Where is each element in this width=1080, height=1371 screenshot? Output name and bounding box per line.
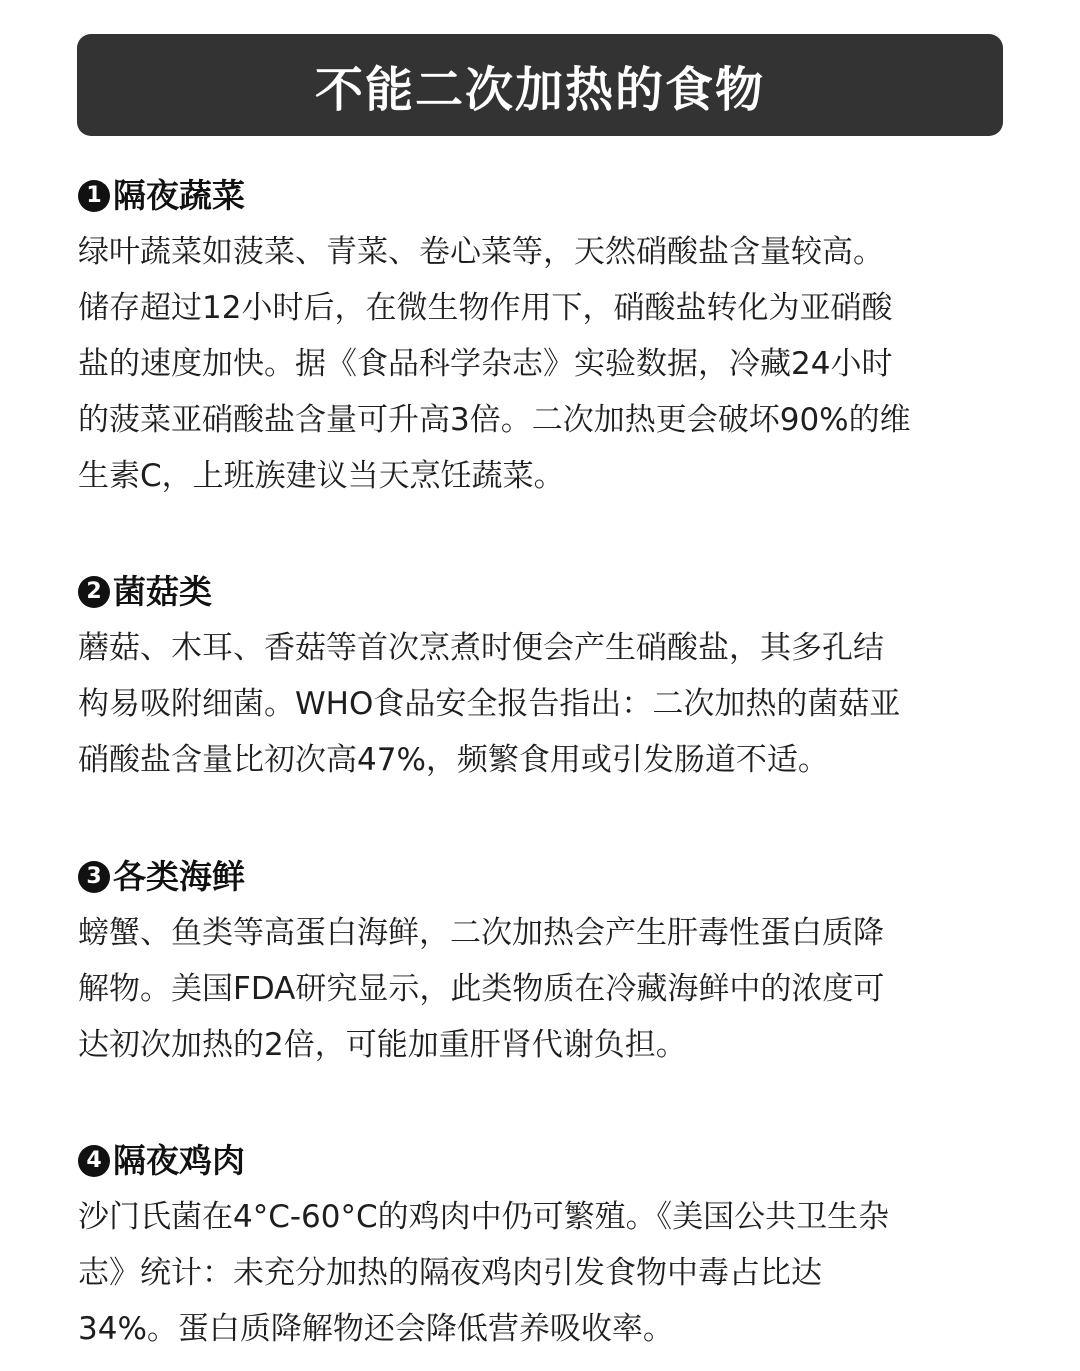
body-line: 志》统计：未充分加热的隔夜鸡肉引发食物中毒占比达: [78, 1255, 822, 1291]
section-heading: [78, 168, 1008, 224]
circled-number-icon: 3: [78, 861, 110, 893]
body-line: 蘑菇、木耳、香菇等首次烹煮时便会产生硝酸盐，其多孔结: [78, 630, 884, 666]
heading-text: 隔夜鸡肉: [113, 1141, 245, 1180]
section-heading: [78, 564, 1008, 620]
title-banner: [77, 34, 1003, 136]
heading-text: 菌菇类: [113, 572, 212, 611]
body-line: 储存超过12小时后，在微生物作用下，硝酸盐转化为亚硝酸: [78, 290, 893, 326]
body-line: 的菠菜亚硝酸盐含量可升高3倍。二次加热更会破坏90%的维: [78, 402, 911, 438]
body-line: 解物。美国FDA研究显示，此类物质在冷藏海鲜中的浓度可: [78, 971, 885, 1007]
section-mushrooms: [78, 564, 1008, 788]
section-heading: [78, 1133, 1008, 1189]
circled-number-icon: 4: [78, 1145, 110, 1177]
section-overnight-vegetables: [78, 168, 1008, 504]
heading-text: 隔夜蔬菜: [113, 176, 245, 215]
page-title: 不能二次加热的食物: [314, 61, 765, 118]
body-line: 沙门氏菌在4°C-60°C的鸡肉中仍可繁殖。《美国公共卫生杂: [78, 1199, 890, 1235]
body-line: 34%。蛋白质降解物还会降低营养吸收率。: [78, 1311, 674, 1347]
section-overnight-chicken: [78, 1133, 1008, 1357]
body-line: 绿叶蔬菜如菠菜、青菜、卷心菜等，天然硝酸盐含量较高。: [78, 234, 884, 270]
body-line: 构易吸附细菌。WHO食品安全报告指出：二次加热的菌菇亚: [78, 686, 901, 722]
body-line: 硝酸盐含量比初次高47%，频繁食用或引发肠道不适。: [78, 742, 829, 778]
section-seafood: [78, 849, 1008, 1073]
body-line: 生素C，上班族建议当天烹饪蔬菜。: [78, 458, 565, 494]
body-line: 螃蟹、鱼类等高蛋白海鲜，二次加热会产生肝毒性蛋白质降: [78, 915, 884, 951]
circled-number-icon: 2: [78, 576, 110, 608]
section-heading: [78, 849, 1008, 905]
body-line: 盐的速度加快。据《食品科学杂志》实验数据，冷藏24小时: [78, 346, 893, 382]
circled-number-icon: 1: [78, 180, 110, 212]
heading-text: 各类海鲜: [113, 857, 245, 896]
body-line: 达初次加热的2倍，可能加重肝肾代谢负担。: [78, 1027, 687, 1063]
